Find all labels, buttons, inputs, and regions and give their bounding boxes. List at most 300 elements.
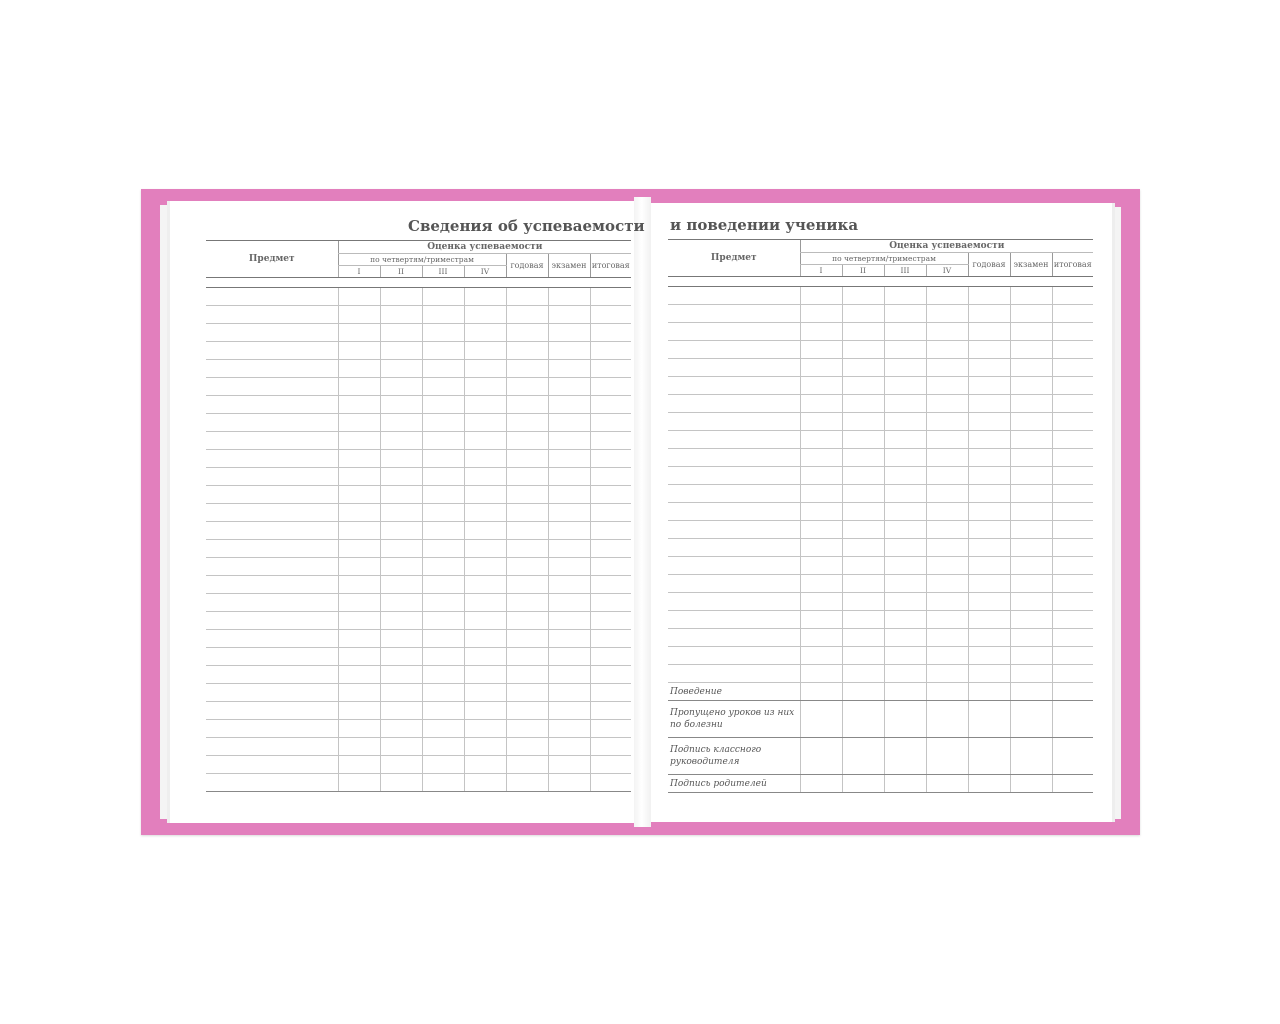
grade-cell[interactable]	[422, 450, 464, 468]
grade-cell[interactable]	[1052, 377, 1093, 395]
grade-cell[interactable]	[842, 539, 884, 557]
grade-cell[interactable]	[884, 395, 926, 413]
grade-cell[interactable]	[506, 360, 548, 378]
grade-cell[interactable]	[548, 612, 590, 630]
subject-cell[interactable]	[668, 611, 800, 629]
grade-cell[interactable]	[1052, 449, 1093, 467]
grade-cell[interactable]	[548, 378, 590, 396]
grade-cell[interactable]	[1010, 629, 1052, 647]
subject-cell[interactable]	[206, 360, 338, 378]
grade-cell[interactable]	[380, 594, 422, 612]
subject-cell[interactable]	[668, 467, 800, 485]
subject-cell[interactable]	[668, 503, 800, 521]
grade-cell[interactable]	[338, 432, 380, 450]
grade-cell[interactable]	[590, 576, 631, 594]
grade-cell[interactable]	[1010, 738, 1052, 775]
grade-cell[interactable]	[590, 360, 631, 378]
grade-cell[interactable]	[842, 449, 884, 467]
grade-cell[interactable]	[380, 684, 422, 702]
grade-cell[interactable]	[338, 486, 380, 504]
grade-cell[interactable]	[926, 449, 968, 467]
subject-cell[interactable]	[206, 774, 338, 792]
subject-cell[interactable]	[206, 378, 338, 396]
grade-cell[interactable]	[842, 775, 884, 793]
grade-cell[interactable]	[338, 612, 380, 630]
grade-cell[interactable]	[590, 450, 631, 468]
grade-cell[interactable]	[800, 629, 842, 647]
subject-cell[interactable]	[206, 720, 338, 738]
subject-cell[interactable]	[206, 324, 338, 342]
subject-cell[interactable]	[668, 629, 800, 647]
grade-cell[interactable]	[506, 396, 548, 414]
subject-cell[interactable]	[206, 594, 338, 612]
grade-cell[interactable]	[338, 702, 380, 720]
grade-cell[interactable]	[422, 306, 464, 324]
subject-cell[interactable]	[668, 359, 800, 377]
grade-cell[interactable]	[926, 287, 968, 305]
grade-cell[interactable]	[800, 665, 842, 683]
grade-cell[interactable]	[884, 449, 926, 467]
grade-cell[interactable]	[464, 558, 506, 576]
grade-cell[interactable]	[548, 522, 590, 540]
grade-cell[interactable]	[422, 738, 464, 756]
grade-cell[interactable]	[506, 666, 548, 684]
grade-cell[interactable]	[842, 665, 884, 683]
grade-cell[interactable]	[338, 414, 380, 432]
grade-cell[interactable]	[800, 701, 842, 738]
grade-cell[interactable]	[464, 738, 506, 756]
grade-cell[interactable]	[590, 756, 631, 774]
grade-cell[interactable]	[884, 431, 926, 449]
grade-cell[interactable]	[506, 558, 548, 576]
grade-cell[interactable]	[338, 324, 380, 342]
grade-cell[interactable]	[1010, 593, 1052, 611]
grade-cell[interactable]	[842, 647, 884, 665]
grade-cell[interactable]	[1010, 575, 1052, 593]
grade-cell[interactable]	[968, 738, 1010, 775]
grade-cell[interactable]	[338, 342, 380, 360]
grade-cell[interactable]	[548, 504, 590, 522]
subject-cell[interactable]	[206, 306, 338, 324]
grade-cell[interactable]	[464, 342, 506, 360]
grade-cell[interactable]	[884, 593, 926, 611]
subject-cell[interactable]	[206, 342, 338, 360]
grade-cell[interactable]	[590, 342, 631, 360]
grade-cell[interactable]	[926, 665, 968, 683]
grade-cell[interactable]	[968, 341, 1010, 359]
grade-cell[interactable]	[884, 611, 926, 629]
grade-cell[interactable]	[380, 540, 422, 558]
grade-cell[interactable]	[1052, 287, 1093, 305]
grade-cell[interactable]	[884, 305, 926, 323]
subject-cell[interactable]	[668, 413, 800, 431]
grade-cell[interactable]	[842, 305, 884, 323]
grade-cell[interactable]	[926, 683, 968, 701]
grade-cell[interactable]	[422, 702, 464, 720]
grade-cell[interactable]	[338, 558, 380, 576]
grade-cell[interactable]	[506, 522, 548, 540]
subject-cell[interactable]	[668, 575, 800, 593]
grade-cell[interactable]	[926, 611, 968, 629]
grade-cell[interactable]	[884, 738, 926, 775]
grade-cell[interactable]	[380, 396, 422, 414]
grade-cell[interactable]	[464, 720, 506, 738]
grade-cell[interactable]	[590, 378, 631, 396]
grade-cell[interactable]	[926, 575, 968, 593]
grade-cell[interactable]	[1052, 647, 1093, 665]
grade-cell[interactable]	[338, 504, 380, 522]
grade-cell[interactable]	[338, 522, 380, 540]
grade-cell[interactable]	[842, 738, 884, 775]
grade-cell[interactable]	[590, 432, 631, 450]
grade-cell[interactable]	[464, 396, 506, 414]
grade-cell[interactable]	[548, 414, 590, 432]
grade-cell[interactable]	[1052, 431, 1093, 449]
grade-cell[interactable]	[1052, 503, 1093, 521]
grade-cell[interactable]	[464, 324, 506, 342]
grade-cell[interactable]	[1010, 359, 1052, 377]
grade-cell[interactable]	[380, 324, 422, 342]
grade-cell[interactable]	[800, 521, 842, 539]
grade-cell[interactable]	[968, 323, 1010, 341]
grade-cell[interactable]	[1010, 323, 1052, 341]
subject-cell[interactable]	[668, 539, 800, 557]
grade-cell[interactable]	[506, 288, 548, 306]
grade-cell[interactable]	[842, 503, 884, 521]
grade-cell[interactable]	[548, 702, 590, 720]
grade-cell[interactable]	[968, 575, 1010, 593]
grade-cell[interactable]	[506, 306, 548, 324]
grade-cell[interactable]	[548, 396, 590, 414]
subject-cell[interactable]	[206, 432, 338, 450]
grade-cell[interactable]	[1010, 449, 1052, 467]
grade-cell[interactable]	[926, 485, 968, 503]
grade-cell[interactable]	[800, 557, 842, 575]
grade-cell[interactable]	[926, 503, 968, 521]
grade-cell[interactable]	[1052, 341, 1093, 359]
grade-cell[interactable]	[338, 306, 380, 324]
grade-cell[interactable]	[422, 378, 464, 396]
grade-cell[interactable]	[464, 576, 506, 594]
grade-cell[interactable]	[968, 485, 1010, 503]
grade-cell[interactable]	[968, 377, 1010, 395]
grade-cell[interactable]	[338, 594, 380, 612]
grade-cell[interactable]	[1010, 647, 1052, 665]
grade-cell[interactable]	[1052, 629, 1093, 647]
grade-cell[interactable]	[380, 666, 422, 684]
grade-cell[interactable]	[1010, 305, 1052, 323]
grade-cell[interactable]	[590, 666, 631, 684]
grade-cell[interactable]	[548, 306, 590, 324]
grade-cell[interactable]	[548, 594, 590, 612]
grade-cell[interactable]	[968, 611, 1010, 629]
grade-cell[interactable]	[338, 360, 380, 378]
grade-cell[interactable]	[548, 684, 590, 702]
grade-cell[interactable]	[1052, 413, 1093, 431]
subject-cell[interactable]	[668, 647, 800, 665]
subject-cell[interactable]	[668, 287, 800, 305]
grade-cell[interactable]	[380, 576, 422, 594]
grade-cell[interactable]	[590, 396, 631, 414]
grade-cell[interactable]	[422, 288, 464, 306]
grade-cell[interactable]	[800, 485, 842, 503]
grade-cell[interactable]	[884, 539, 926, 557]
subject-cell[interactable]	[206, 450, 338, 468]
grade-cell[interactable]	[464, 486, 506, 504]
grade-cell[interactable]	[506, 504, 548, 522]
grade-cell[interactable]	[926, 323, 968, 341]
grade-cell[interactable]	[464, 612, 506, 630]
grade-cell[interactable]	[380, 504, 422, 522]
grade-cell[interactable]	[506, 738, 548, 756]
grade-cell[interactable]	[380, 738, 422, 756]
grade-cell[interactable]	[800, 738, 842, 775]
grade-cell[interactable]	[380, 432, 422, 450]
grade-cell[interactable]	[380, 702, 422, 720]
grade-cell[interactable]	[338, 666, 380, 684]
grade-cell[interactable]	[464, 414, 506, 432]
grade-cell[interactable]	[1052, 557, 1093, 575]
grade-cell[interactable]	[506, 648, 548, 666]
grade-cell[interactable]	[842, 701, 884, 738]
grade-cell[interactable]	[926, 359, 968, 377]
grade-cell[interactable]	[338, 378, 380, 396]
subject-cell[interactable]	[668, 485, 800, 503]
grade-cell[interactable]	[1052, 701, 1093, 738]
grade-cell[interactable]	[884, 359, 926, 377]
grade-cell[interactable]	[380, 774, 422, 792]
grade-cell[interactable]	[884, 629, 926, 647]
grade-cell[interactable]	[506, 468, 548, 486]
grade-cell[interactable]	[590, 684, 631, 702]
grade-cell[interactable]	[422, 612, 464, 630]
grade-cell[interactable]	[422, 414, 464, 432]
grade-cell[interactable]	[464, 468, 506, 486]
grade-cell[interactable]	[968, 593, 1010, 611]
grade-cell[interactable]	[968, 287, 1010, 305]
grade-cell[interactable]	[338, 630, 380, 648]
grade-cell[interactable]	[380, 648, 422, 666]
grade-cell[interactable]	[506, 324, 548, 342]
grade-cell[interactable]	[338, 576, 380, 594]
grade-cell[interactable]	[548, 630, 590, 648]
grade-cell[interactable]	[926, 738, 968, 775]
grade-cell[interactable]	[842, 557, 884, 575]
grade-cell[interactable]	[422, 720, 464, 738]
grade-cell[interactable]	[338, 540, 380, 558]
grade-cell[interactable]	[338, 288, 380, 306]
grade-cell[interactable]	[464, 522, 506, 540]
grade-cell[interactable]	[926, 775, 968, 793]
grade-cell[interactable]	[590, 306, 631, 324]
grade-cell[interactable]	[422, 630, 464, 648]
grade-cell[interactable]	[422, 324, 464, 342]
grade-cell[interactable]	[800, 647, 842, 665]
grade-cell[interactable]	[1052, 395, 1093, 413]
grade-cell[interactable]	[590, 774, 631, 792]
grade-cell[interactable]	[464, 378, 506, 396]
grade-cell[interactable]	[380, 360, 422, 378]
grade-cell[interactable]	[464, 774, 506, 792]
grade-cell[interactable]	[1052, 521, 1093, 539]
subject-cell[interactable]	[668, 665, 800, 683]
grade-cell[interactable]	[506, 432, 548, 450]
subject-cell[interactable]	[206, 612, 338, 630]
grade-cell[interactable]	[926, 377, 968, 395]
grade-cell[interactable]	[548, 342, 590, 360]
grade-cell[interactable]	[506, 630, 548, 648]
grade-cell[interactable]	[842, 359, 884, 377]
grade-cell[interactable]	[1010, 521, 1052, 539]
subject-cell[interactable]	[668, 305, 800, 323]
grade-cell[interactable]	[506, 450, 548, 468]
grade-cell[interactable]	[800, 359, 842, 377]
grade-cell[interactable]	[506, 756, 548, 774]
grade-cell[interactable]	[1052, 467, 1093, 485]
grade-cell[interactable]	[590, 630, 631, 648]
grade-cell[interactable]	[422, 540, 464, 558]
grade-cell[interactable]	[800, 413, 842, 431]
grade-cell[interactable]	[422, 594, 464, 612]
grade-cell[interactable]	[506, 576, 548, 594]
grade-cell[interactable]	[338, 774, 380, 792]
grade-cell[interactable]	[1052, 611, 1093, 629]
grade-cell[interactable]	[506, 702, 548, 720]
grade-cell[interactable]	[884, 557, 926, 575]
grade-cell[interactable]	[380, 756, 422, 774]
grade-cell[interactable]	[926, 431, 968, 449]
grade-cell[interactable]	[842, 395, 884, 413]
grade-cell[interactable]	[380, 288, 422, 306]
subject-cell[interactable]	[668, 377, 800, 395]
grade-cell[interactable]	[926, 395, 968, 413]
grade-cell[interactable]	[338, 684, 380, 702]
grade-cell[interactable]	[422, 576, 464, 594]
grade-cell[interactable]	[1052, 683, 1093, 701]
grade-cell[interactable]	[506, 414, 548, 432]
grade-cell[interactable]	[884, 665, 926, 683]
grade-cell[interactable]	[926, 647, 968, 665]
grade-cell[interactable]	[1010, 287, 1052, 305]
grade-cell[interactable]	[1010, 503, 1052, 521]
grade-cell[interactable]	[1052, 539, 1093, 557]
grade-cell[interactable]	[800, 323, 842, 341]
grade-cell[interactable]	[800, 683, 842, 701]
grade-cell[interactable]	[800, 287, 842, 305]
grade-cell[interactable]	[1052, 593, 1093, 611]
grade-cell[interactable]	[968, 665, 1010, 683]
grade-cell[interactable]	[842, 485, 884, 503]
grade-cell[interactable]	[968, 467, 1010, 485]
subject-cell[interactable]	[206, 288, 338, 306]
grade-cell[interactable]	[1010, 377, 1052, 395]
grade-cell[interactable]	[464, 702, 506, 720]
grade-cell[interactable]	[968, 683, 1010, 701]
grade-cell[interactable]	[1052, 738, 1093, 775]
grade-cell[interactable]	[548, 648, 590, 666]
grade-cell[interactable]	[380, 720, 422, 738]
grade-cell[interactable]	[548, 324, 590, 342]
grade-cell[interactable]	[1010, 775, 1052, 793]
grade-cell[interactable]	[464, 288, 506, 306]
grade-cell[interactable]	[884, 775, 926, 793]
grade-cell[interactable]	[590, 720, 631, 738]
grade-cell[interactable]	[842, 629, 884, 647]
grade-cell[interactable]	[548, 432, 590, 450]
grade-cell[interactable]	[422, 504, 464, 522]
grade-cell[interactable]	[926, 539, 968, 557]
grade-cell[interactable]	[926, 341, 968, 359]
grade-cell[interactable]	[380, 468, 422, 486]
grade-cell[interactable]	[464, 630, 506, 648]
grade-cell[interactable]	[1010, 539, 1052, 557]
grade-cell[interactable]	[506, 594, 548, 612]
grade-cell[interactable]	[506, 378, 548, 396]
grade-cell[interactable]	[842, 521, 884, 539]
subject-cell[interactable]	[668, 323, 800, 341]
grade-cell[interactable]	[800, 775, 842, 793]
grade-cell[interactable]	[968, 395, 1010, 413]
grade-cell[interactable]	[548, 468, 590, 486]
grade-cell[interactable]	[380, 612, 422, 630]
grade-cell[interactable]	[1010, 485, 1052, 503]
subject-cell[interactable]	[206, 540, 338, 558]
grade-cell[interactable]	[1010, 683, 1052, 701]
grade-cell[interactable]	[800, 341, 842, 359]
grade-cell[interactable]	[1052, 323, 1093, 341]
grade-cell[interactable]	[422, 342, 464, 360]
grade-cell[interactable]	[548, 450, 590, 468]
grade-cell[interactable]	[800, 593, 842, 611]
grade-cell[interactable]	[968, 539, 1010, 557]
grade-cell[interactable]	[548, 558, 590, 576]
grade-cell[interactable]	[338, 450, 380, 468]
grade-cell[interactable]	[842, 431, 884, 449]
grade-cell[interactable]	[338, 738, 380, 756]
subject-cell[interactable]	[668, 557, 800, 575]
grade-cell[interactable]	[800, 575, 842, 593]
grade-cell[interactable]	[590, 540, 631, 558]
grade-cell[interactable]	[1010, 413, 1052, 431]
grade-cell[interactable]	[884, 341, 926, 359]
grade-cell[interactable]	[1052, 775, 1093, 793]
grade-cell[interactable]	[800, 539, 842, 557]
grade-cell[interactable]	[926, 593, 968, 611]
subject-cell[interactable]	[206, 684, 338, 702]
grade-cell[interactable]	[590, 648, 631, 666]
grade-cell[interactable]	[338, 720, 380, 738]
grade-cell[interactable]	[506, 684, 548, 702]
grade-cell[interactable]	[968, 629, 1010, 647]
grade-cell[interactable]	[590, 702, 631, 720]
grade-cell[interactable]	[590, 468, 631, 486]
grade-cell[interactable]	[338, 396, 380, 414]
grade-cell[interactable]	[842, 341, 884, 359]
subject-cell[interactable]	[206, 468, 338, 486]
grade-cell[interactable]	[464, 648, 506, 666]
subject-cell[interactable]	[668, 341, 800, 359]
grade-cell[interactable]	[968, 775, 1010, 793]
grade-cell[interactable]	[926, 629, 968, 647]
grade-cell[interactable]	[1010, 395, 1052, 413]
grade-cell[interactable]	[800, 467, 842, 485]
grade-cell[interactable]	[464, 432, 506, 450]
subject-cell[interactable]	[206, 504, 338, 522]
grade-cell[interactable]	[1010, 431, 1052, 449]
grade-cell[interactable]	[800, 431, 842, 449]
grade-cell[interactable]	[380, 558, 422, 576]
grade-cell[interactable]	[548, 666, 590, 684]
